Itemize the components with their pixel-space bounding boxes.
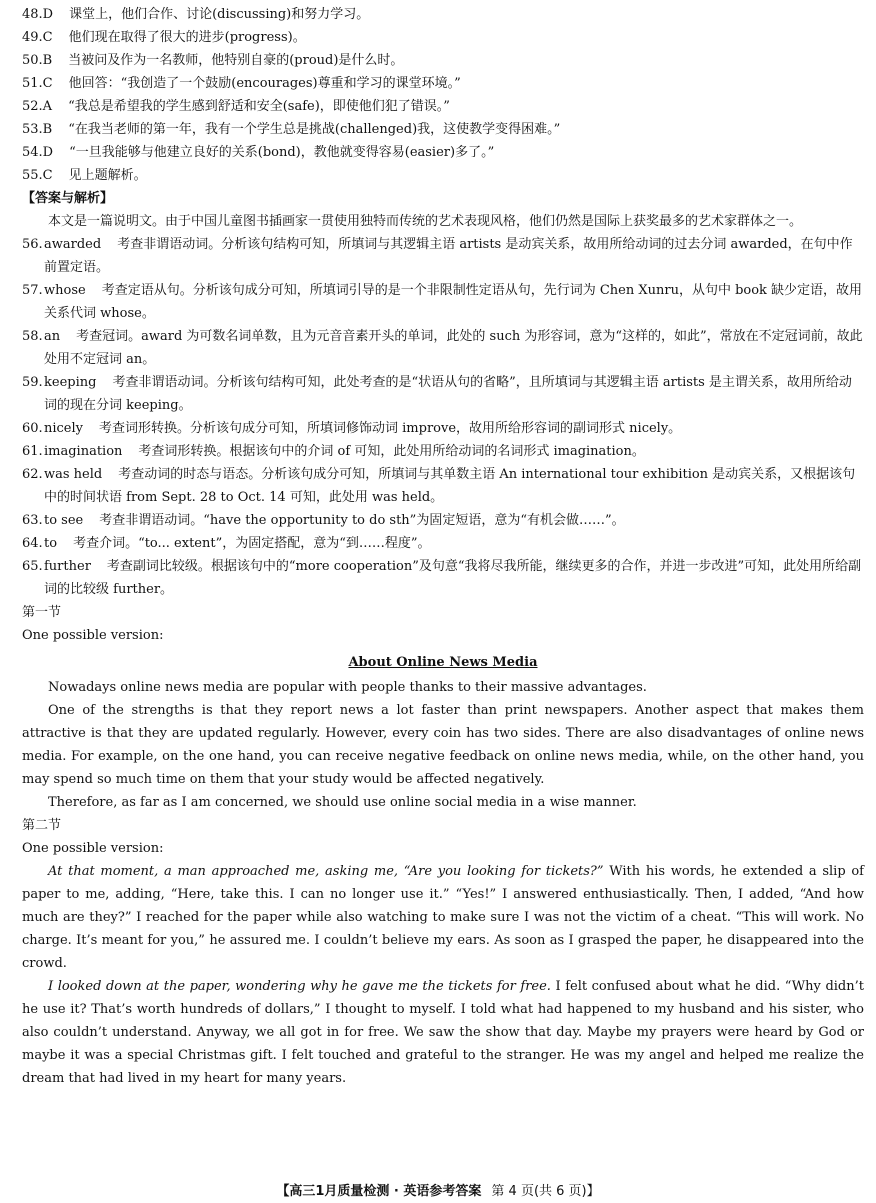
answer-word: was held bbox=[44, 467, 103, 482]
answer-number: 52.A bbox=[22, 99, 53, 114]
explanation-text: 考查词形转换。分析该句成分可知，所填词修饰动词 improve，故用所给形容词的副词形式 nicely。 bbox=[99, 421, 682, 436]
essay-paragraph: One of the strengths is that they report news a lot faster than print newspapers. Another aspect that makes them attractive is that they are updated regularly. However, every coin has two sides. There are also disadvantages of online news media. For example, on the one hand, you can receive negative feedback on online news media, while, on the other hand, you may spend so much time on them that your study would be affected negatively. bbox=[22, 703, 864, 787]
page-footer bbox=[0, 1180, 876, 1203]
answer-translation: “我总是希望我的学生感到舒适和安全(safe)，即使他们犯了错误。” bbox=[68, 99, 450, 114]
answer-number: 55.C bbox=[22, 168, 53, 183]
answer-sheet-page bbox=[22, 3, 864, 1090]
explanation-item bbox=[22, 417, 864, 440]
cloze-answer-list bbox=[22, 3, 864, 187]
section1-label: 第一节 bbox=[22, 605, 62, 620]
explanation-body bbox=[44, 509, 864, 532]
answer-number: 49.C bbox=[22, 30, 53, 45]
section1-version: One possible version: bbox=[22, 628, 164, 643]
explanation-text: 考查词形转换。根据该句中的介词 of 可知，此处用所给动词的名词形式 imagination。 bbox=[138, 444, 645, 459]
answer-word: keeping bbox=[44, 375, 97, 390]
explanation-text: 考查非谓语动词。分析该句结构可知，此处考查的是“状语从句的省略”，且所填词与其逻辑主语 artists 是主谓关系，故用所给动词的现在分词 keeping。 bbox=[44, 375, 852, 413]
answer-item bbox=[22, 141, 864, 164]
paragraph-text: With his words, he extended a slip of paper to me, adding, “Here, take this. I can no longer use it.” “Yes!” I answered enthusiastically. Then, I added, “And how much are they?” I reached for the paper while also watching to make sure I was not the victim of a cheat. “This will work. No charge. It’s meant for you,” he assured me. I couldn’t believe my ears. As soon as I grasped the paper, he disappeared into the crowd. bbox=[22, 864, 864, 971]
explanation-number: 63. bbox=[22, 513, 43, 528]
paragraph-lead: At that moment, a man approached me, asking me, “Are you looking for tickets?” bbox=[48, 864, 604, 879]
explanation-number: 64. bbox=[22, 536, 43, 551]
explanation-body bbox=[44, 555, 864, 601]
explanation-text: 考查动词的时态与语态。分析该句成分可知，所填词与其单数主语 An international tour exhibition 是动宾关系，又根据该句中的时间状语 from Sept. 28 to Oct. 14 可知，此处用 was held。 bbox=[44, 467, 856, 505]
answer-word: an bbox=[44, 329, 61, 344]
answer-item bbox=[22, 3, 864, 26]
answer-translation: 课堂上，他们合作、讨论(discussing)和努力学习。 bbox=[69, 7, 370, 22]
answer-item bbox=[22, 49, 864, 72]
explanation-body bbox=[44, 325, 864, 371]
answer-item bbox=[22, 72, 864, 95]
explanation-item bbox=[22, 325, 864, 371]
answer-word: nicely bbox=[44, 421, 84, 436]
section2-label: 第二节 bbox=[22, 818, 62, 833]
explanation-item bbox=[22, 233, 864, 279]
answer-item bbox=[22, 118, 864, 141]
answer-translation: “一旦我能够与他建立良好的关系(bond)，教他就变得容易(easier)多了。” bbox=[69, 145, 495, 160]
continuation-paragraph bbox=[22, 860, 864, 975]
explanation-number: 58. bbox=[22, 329, 43, 344]
section-header: 【答案与解析】 bbox=[22, 191, 114, 206]
explanation-body bbox=[44, 371, 864, 417]
explanation-item bbox=[22, 279, 864, 325]
answer-word: further bbox=[44, 559, 91, 574]
paragraph-text: I felt confused about what he did. “Why didn’t he use it? That’s worth hundreds of dollars,” I thought to myself. I told what had happened to my husband and his sister, who also couldn’t understand. Anyway, we all got in for free. We saw the show that day. Maybe my prayers were heard by God or maybe it was a special Christmas gift. I felt touched and grateful to the stranger. He was my angel and helped me realize the dream that had lived in my heart for many years. bbox=[22, 979, 864, 1086]
answer-translation: 当被问及作为一名教师，他特别自豪的(proud)是什么时。 bbox=[68, 53, 404, 68]
passage-intro: 本文是一篇说明文。由于中国儿童图书插画家一贯使用独特而传统的艺术表现风格，他们仍然是国际上获奖最多的艺术家群体之一。 bbox=[48, 214, 803, 229]
answer-item bbox=[22, 26, 864, 49]
section2-version: One possible version: bbox=[22, 841, 164, 856]
explanation-text: 考查副词比较级。根据该句中的“more cooperation”及句意“我将尽我所能，继续更多的合作，并进一步改进”可知，此处用所给副词的比较级 further。 bbox=[44, 559, 862, 597]
explanation-item bbox=[22, 555, 864, 601]
explanation-text: 考查非谓语动词。分析该句结构可知，所填词与其逻辑主语 artists 是动宾关系，故用所给动词的过去分词 awarded，在句中作前置定语。 bbox=[44, 237, 853, 275]
explanation-number: 65. bbox=[22, 559, 43, 574]
answer-number: 51.C bbox=[22, 76, 53, 91]
grammar-fill-explanations bbox=[22, 233, 864, 601]
explanation-text: 考查定语从句。分析该句成分可知，所填词引导的是一个非限制性定语从句，先行词为 Chen Xunru，从句中 book 缺少定语，故用关系代词 whose。 bbox=[44, 283, 863, 321]
explanation-body bbox=[44, 532, 864, 555]
answer-item bbox=[22, 164, 864, 187]
answer-word: awarded bbox=[44, 237, 102, 252]
explanation-body bbox=[44, 233, 864, 279]
continuation-paragraph bbox=[22, 975, 864, 1090]
explanation-text: 考查介词。“to... extent”，为固定搭配，意为“到……程度”。 bbox=[73, 536, 431, 551]
continuation-body bbox=[22, 860, 864, 1090]
answer-translation: 见上题解析。 bbox=[68, 168, 147, 183]
explanation-number: 59. bbox=[22, 375, 43, 390]
essay-title: About Online News Media bbox=[348, 655, 538, 670]
explanation-number: 62. bbox=[22, 467, 43, 482]
answer-number: 54.D bbox=[22, 145, 54, 160]
answer-item bbox=[22, 95, 864, 118]
explanation-body bbox=[44, 417, 864, 440]
explanation-text: 考查非谓语动词。“have the opportunity to do sth”为固定短语，意为“有机会做……”。 bbox=[99, 513, 625, 528]
answer-translation: 他回答：“我创造了一个鼓励(encourages)尊重和学习的课堂环境。” bbox=[68, 76, 461, 91]
essay-body bbox=[22, 676, 864, 814]
explanation-body bbox=[44, 440, 864, 463]
answer-word: imagination bbox=[44, 444, 123, 459]
explanation-number: 56. bbox=[22, 237, 43, 252]
explanation-body bbox=[44, 463, 864, 509]
explanation-number: 60. bbox=[22, 421, 43, 436]
answer-word: to see bbox=[44, 513, 84, 528]
answer-number: 50.B bbox=[22, 53, 53, 68]
explanation-item bbox=[22, 509, 864, 532]
essay-paragraph: Therefore, as far as I am concerned, we should use online social media in a wise manner. bbox=[48, 795, 637, 810]
footer-title: 【高三1月质量检测 · 英语参考答案 bbox=[276, 1184, 482, 1199]
answer-number: 53.B bbox=[22, 122, 53, 137]
answer-number: 48.D bbox=[22, 7, 54, 22]
answer-word: to bbox=[44, 536, 58, 551]
answer-word: whose bbox=[44, 283, 86, 298]
paragraph-lead: I looked down at the paper, wondering why he gave me the tickets for free. bbox=[48, 979, 551, 994]
explanation-body bbox=[44, 279, 864, 325]
explanation-number: 57. bbox=[22, 283, 43, 298]
explanation-item bbox=[22, 371, 864, 417]
explanation-text: 考查冠词。award 为可数名词单数，且为元音音素开头的单词，此处的 such 为形容词，意为“这样的，如此”，常放在不定冠词前，故此处用不定冠词 an。 bbox=[44, 329, 863, 367]
essay-paragraph: Nowadays online news media are popular with people thanks to their massive advantages. bbox=[48, 680, 647, 695]
explanation-item bbox=[22, 532, 864, 555]
explanation-item bbox=[22, 463, 864, 509]
explanation-number: 61. bbox=[22, 444, 43, 459]
footer-page-number: 第 4 页(共 6 页)】 bbox=[491, 1184, 600, 1199]
answer-translation: “在我当老师的第一年，我有一个学生总是挑战(challenged)我，这使教学变得困难。” bbox=[68, 122, 561, 137]
explanation-item bbox=[22, 440, 864, 463]
answer-translation: 他们现在取得了很大的进步(progress)。 bbox=[68, 30, 306, 45]
